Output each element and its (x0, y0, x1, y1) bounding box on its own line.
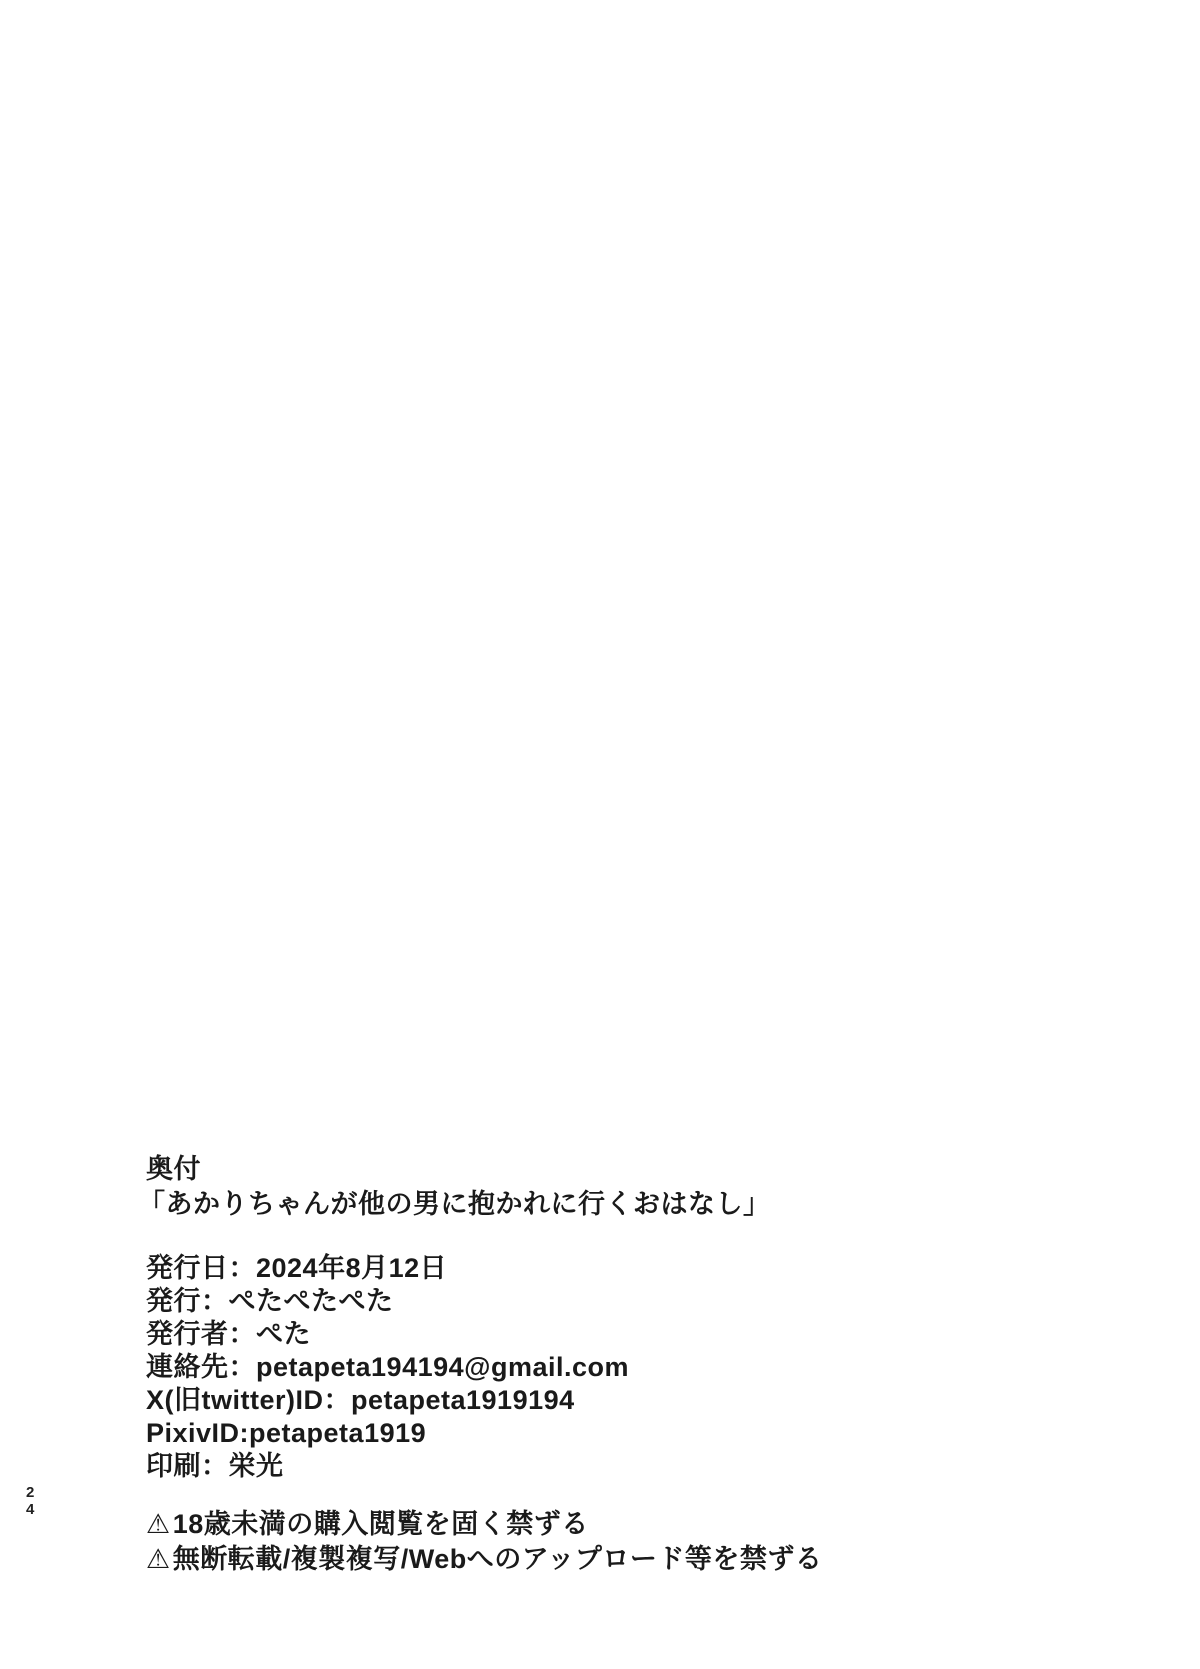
book-title: 「あかりちゃんが他の男に抱かれに行くおはなし」 (138, 1189, 771, 1219)
author-line: 発行者：ぺた (146, 1319, 311, 1349)
reupload-warning-text: 無断転載/複製複写/Webへのアップロード等を禁ずる (172, 1544, 823, 1574)
publisher-line: 発行：ぺたぺたぺた (146, 1286, 394, 1316)
page-number-digit: 4 (26, 1501, 35, 1518)
warning-icon: ⚠ (146, 1509, 171, 1539)
colophon-details (146, 1252, 1106, 1483)
reupload-warning-line (146, 1542, 1106, 1577)
page-number (26, 1484, 34, 1518)
printer-line: 印刷：栄光 (146, 1451, 284, 1481)
twitter-id-line: X(旧twitter)ID：petapeta1919194 (146, 1385, 575, 1415)
warnings-block (146, 1507, 1106, 1577)
age-warning-text: 18歳未満の購入閲覧を固く禁ずる (172, 1509, 589, 1539)
colophon-heading: 奥付 (146, 1154, 201, 1184)
publish-date-line: 発行日：2024年8月12日 (146, 1253, 448, 1283)
colophon-block (138, 1152, 1106, 1577)
page-number-digit: 2 (26, 1484, 35, 1501)
age-warning-line (146, 1507, 1106, 1542)
warning-icon: ⚠ (146, 1544, 171, 1574)
pixiv-id-line: PixivID:petapeta1919 (146, 1418, 427, 1448)
contact-email-line: 連絡先：petapeta194194@gmail.com (146, 1352, 629, 1382)
